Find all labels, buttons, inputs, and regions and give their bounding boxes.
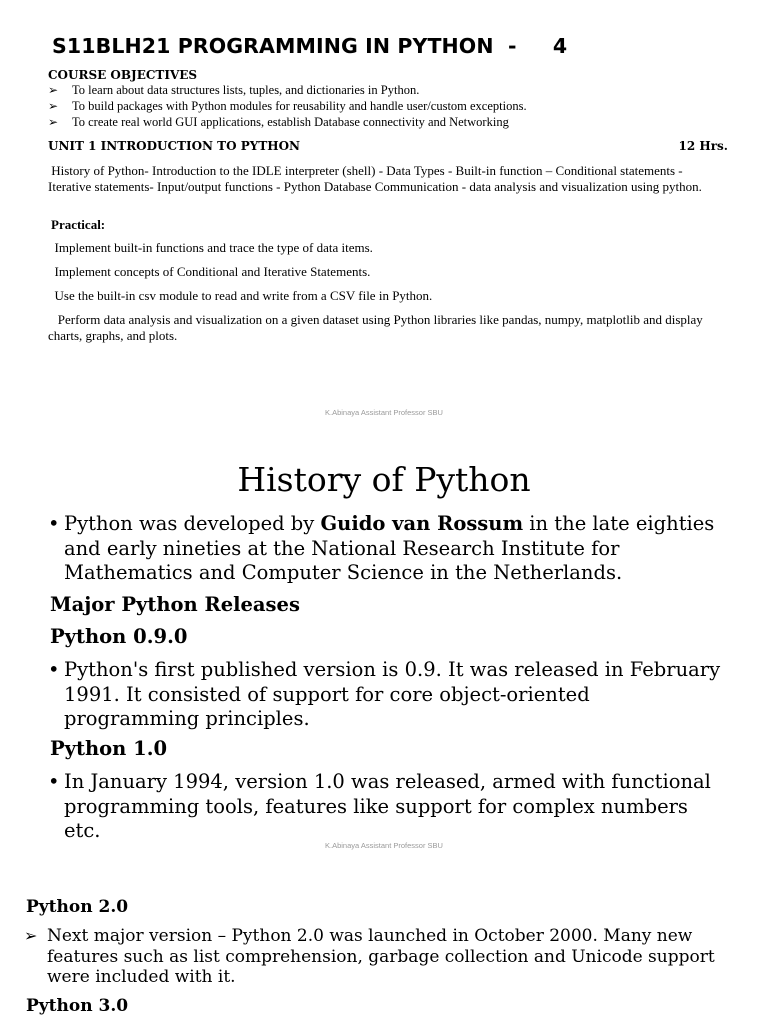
section-heading: Major Python Releases [50,593,300,616]
unit-body: History of Python- Introduction to the IDLE interpreter (shell) - Data Types - Built-in function – Conditional statements - Iterative statements- Input/output functions - Python Database Communication - data analysis and visualization using python. [48,163,702,194]
version-heading: Python 1.0 [50,737,168,760]
bullet-text: In January 1994, version 1.0 was released, armed with functional programming tools, features like support for complex numbers etc. [64,770,711,842]
version-heading: Python 0.9.0 [50,625,188,648]
practical-item: Use the built-in csv module to read and write from a CSV file in Python. [48,288,433,303]
bullet-text: in the late eighties and early nineties at the National Research Institute for Mathematics and Computer Science in the Netherlands. [64,512,715,584]
course-title: S11BLH21 PROGRAMMING IN PYTHON - 4 [52,34,568,58]
slide-footer: K.Abinaya Assistant Professor SBU [325,408,443,417]
author-name: Guido van Rossum [320,512,524,535]
practical-item: Perform data analysis and visualization on a given dataset using Python libraries like pandas, numpy, matplotlib and display charts, graphs, and plots. [48,312,707,343]
slide-footer: K.Abinaya Assistant Professor SBU [325,841,443,850]
objective-text: To create real world GUI applications, establish Database connectivity and Networking [72,115,509,129]
version-heading: Python 2.0 [26,897,129,917]
arrow-bullet-icon: ➢ [48,83,59,97]
bullet-item [48,770,728,844]
objective-text: To learn about data structures lists, tuples, and dictionaries in Python. [72,83,420,97]
bullet-dot-icon: • [48,512,60,535]
objective-item [48,83,419,98]
practical-item: Implement built-in functions and trace the type of data items. [48,240,373,255]
arrow-bullet-icon: ➢ [48,115,59,129]
arrow-bullet-icon: ➢ [48,99,59,113]
arrow-bullet-icon: ➢ [24,926,38,945]
objectives-heading: COURSE OBJECTIVES [48,68,198,82]
slide-title: History of Python [237,460,531,499]
bullet-item [48,512,728,586]
bullet-text: Next major version – Python 2.0 was launched in October 2000. Many new features such as list comprehension, garbage collection and Unicode support were included with it. [47,926,715,987]
bullet-dot-icon: • [48,770,60,793]
practical-item: Implement concepts of Conditional and Iterative Statements. [48,264,371,279]
objective-text: To build packages with Python modules for reusability and handle user/custom exceptions. [72,99,527,113]
practical-heading: Practical: [51,217,106,232]
version-heading: Python 3.0 [26,996,129,1016]
bullet-item [48,658,728,732]
bullet-text: Python's first published version is 0.9. It was released in February 1991. It consisted of support for core object-oriented programming principles. [64,658,721,730]
bullet-item [24,926,736,988]
bullet-dot-icon: • [48,658,60,681]
unit-heading: UNIT 1 INTRODUCTION TO PYTHON [48,139,301,153]
unit-hours: 12 Hrs. [678,139,728,153]
objective-item [48,99,527,114]
objective-item [48,115,509,130]
bullet-text: Python was developed by [64,512,321,535]
